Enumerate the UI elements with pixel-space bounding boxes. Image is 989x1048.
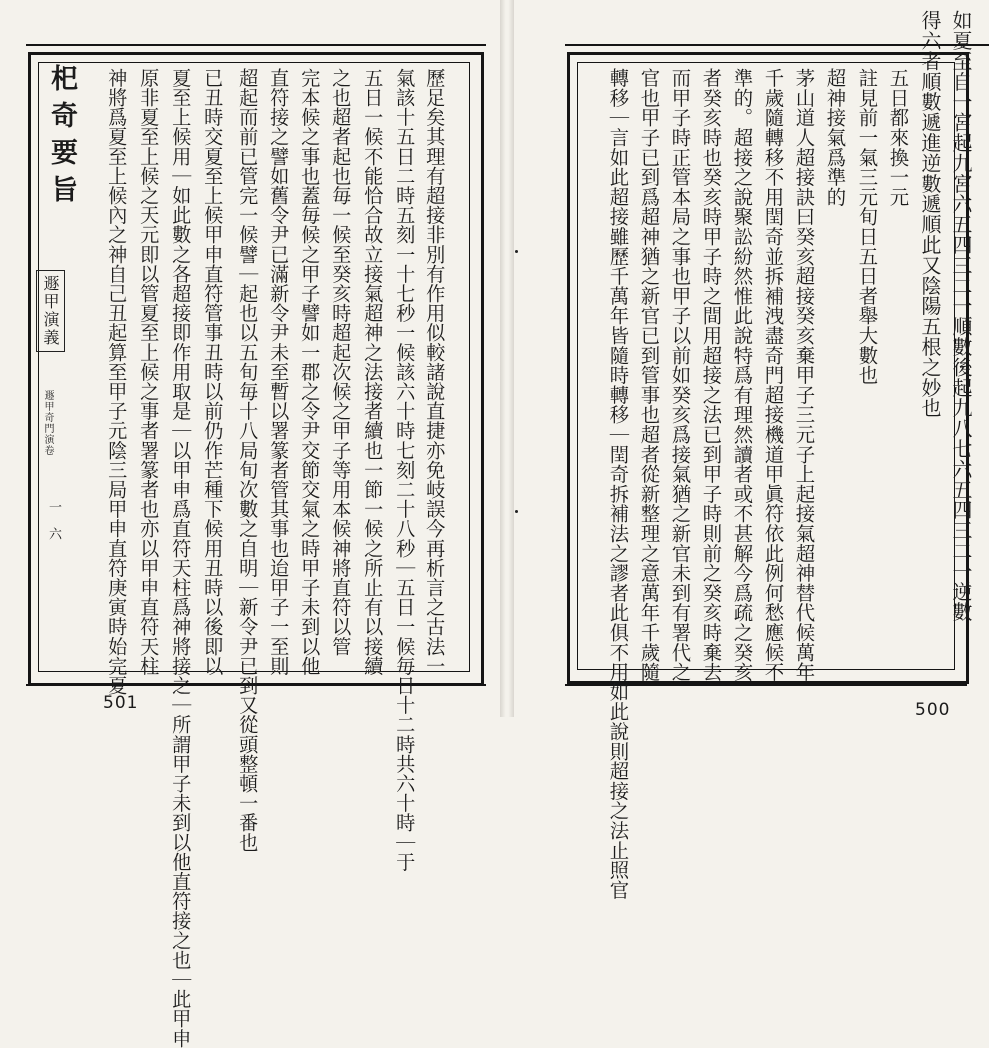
text-column-6: 茅山道人超接訣曰癸亥超接癸亥棄甲子三元子上起接氣超神替代候萬年 [792, 68, 816, 682]
text-column-1: 歷足矣其理有超接非別有作用似較諸說直捷亦免岐誤今再析言之古法一 [423, 68, 447, 676]
binding-hole [515, 510, 518, 513]
text-column-8: 已丑時交夏至上候甲申直符管事丑時以前仍作芒種下候用丑時以後即以 [201, 68, 225, 676]
spine-title: 𣏌奇要旨 [46, 64, 77, 212]
spine-edition: 遯甲奇門演卷 [42, 390, 53, 456]
text-column-12: 轉移｜言如此超接雖歷千萬年皆隨時轉移｜閏奇拆補法之謬者此俱不用如此說則超接之法止照官 [606, 68, 630, 900]
binding-hole [515, 250, 518, 253]
page-number: 500 [915, 700, 951, 720]
text-column-10: 而甲子時正管本局之事也甲子以前如癸亥爲接氣猶之新官未到有署代之 [668, 68, 692, 682]
text-column-9: 者癸亥時也癸亥時甲子時之間用超接之法已到甲子時則前之癸亥時棄去 [699, 68, 723, 682]
text-column-8: 準的。超接之說聚訟紛然惟此說特爲有理然讀者或不甚解今爲疏之癸亥 [730, 68, 754, 682]
text-column-3: 五日一候不能恰合故立接氣超神之法接者續也一節一候之所止有以接續 [361, 68, 385, 676]
spine-leaf-number: 一六 [46, 500, 61, 554]
right-page [505, 0, 989, 900]
text-column-2: 得六者順數遞進逆數遞順此又陰陽五根之妙也 [918, 10, 942, 418]
text-column-5: 完本候之事也蓋毎候之甲子譬如一郡之令尹交節交氣之時甲子未到以他 [298, 68, 322, 676]
text-column-7: 千歲隨轉移不用閏奇並拆補洩盡奇門超接機道甲眞符依此例何愁應候不 [761, 68, 785, 682]
text-column-10: 原非夏至上候之天元即以管夏至上候之事者署篆者也亦以甲申直符天柱 [137, 68, 161, 676]
text-column-11: 神將爲夏至上候內之神自己丑起算至甲子元陰三局甲申直符庚寅時始完夏 [105, 68, 129, 696]
text-column-7: 超起而前已管完一候譬｜起也以五旬毎十八局旬次數之自明｜新令尹已到又從頭整頓一番也 [236, 68, 260, 852]
text-column-1: 如夏至自一宮起九宮六五四三二一順數後起九八七六五四三二一逆數 [949, 10, 973, 622]
spine-subtitle: 遯甲演義 [36, 270, 65, 352]
text-column-3: 五日都來換一元 [886, 68, 910, 207]
text-column-4: 註見前一氣三元旬日五日者舉大數也 [855, 68, 879, 385]
top-rule [26, 44, 486, 46]
text-column-6: 直符接之譬如舊令尹已滿新令尹未至暫以署篆者管其事也迨甲子一至則 [267, 68, 291, 676]
page-number: 501 [103, 693, 139, 713]
text-column-5: 超神接氣爲準的 [823, 68, 847, 207]
text-column-11: 官也甲子已到爲超神猶之新官已到管事也超者從新整理之意萬年千歲隨 [637, 68, 661, 682]
text-column-9: 夏至上候用｜如此數之各超接即作用取是｜以甲申爲直符天柱爲神將接之｜所謂甲子未到以他直符接之也｜此甲申 [169, 68, 193, 1048]
text-column-2: 氣該十五日二時五刻一十七秒一候該六十時七刻二十八秒｜五日一候毎日十二時共六十時｜于 [393, 68, 417, 872]
text-column-4: 之也超者起也毎一候至癸亥時超起次候之甲子等用本候神將直符以管 [329, 68, 353, 656]
